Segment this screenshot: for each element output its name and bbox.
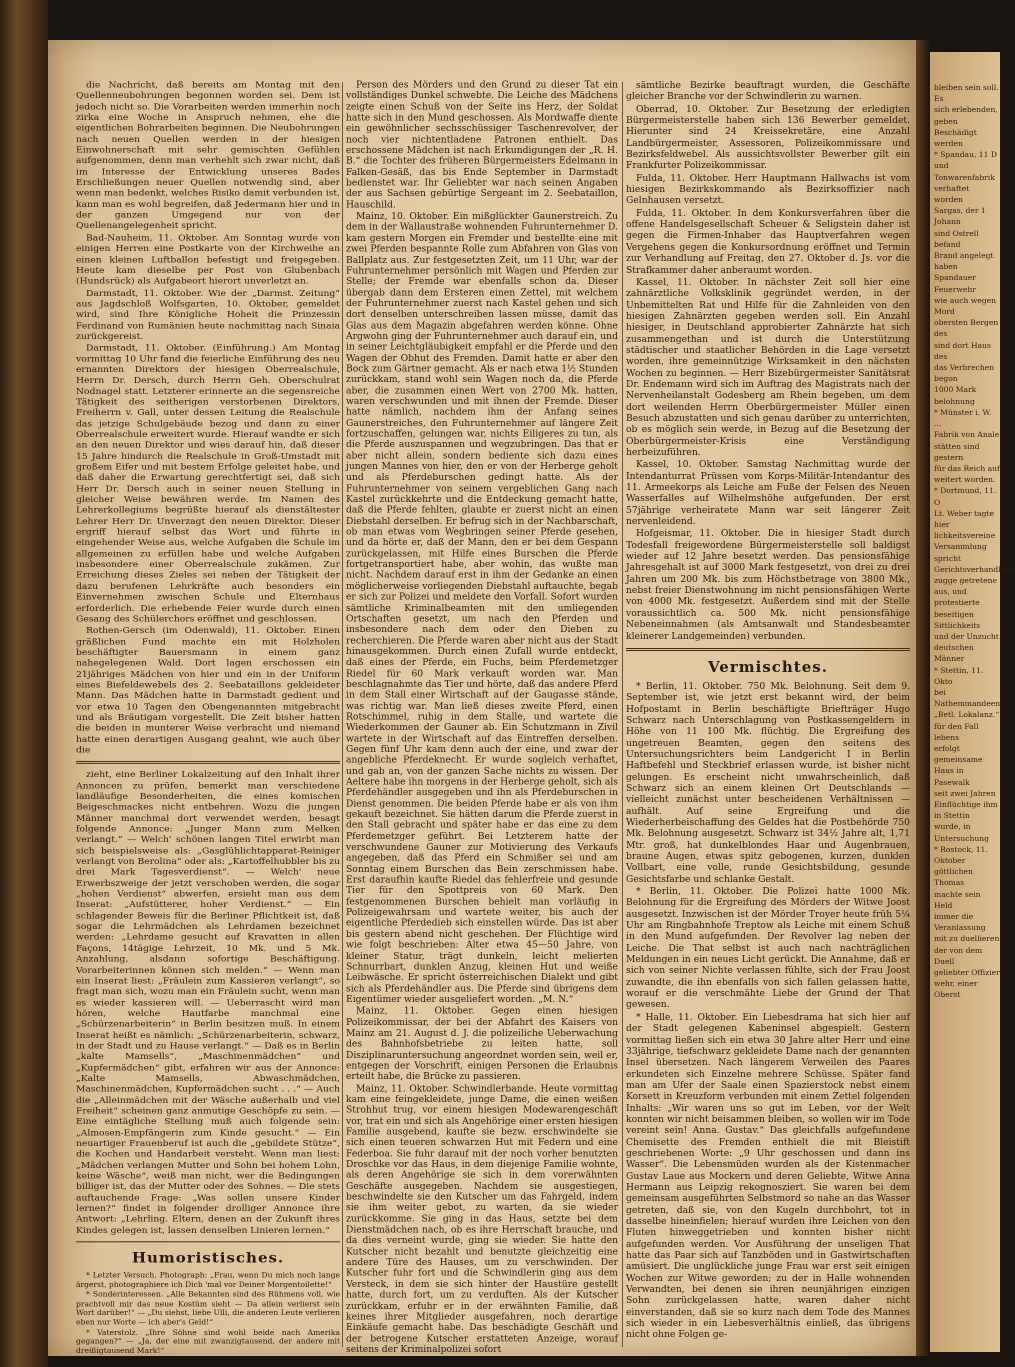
news-paragraph: Bad-Nauheim, 11. Oktober. Am Sonntag wurde von einigen Herren eine Postkarte von der Kirchweihe an einen kleinen Luftballon befestigt und freigegeben. Heute kam dieselbe per Post von Glubenbach (Hundsrück) als Aufgabeort hierort unverletzt an. — [76, 232, 340, 287]
news-paragraph: Darmstadt, 11. Oktober. (Einführung.) Am Montag vormittag 10 Uhr fand die feierliche Einführung des neu ernannten Direktors der hiesigen Oberrealschule, Herrn Dr. Dersch, durch Herrn Geh. Oberschulrat Nodnagel statt. Letzterer erinnerte an die segensreiche Tätigkeit des seitherigen verstorbenen Direktors, Freiherrn v. Gall, unter dessen Leitung die Realschule das jetzige Schulgebäude bezog und dann zu einer Oberrealschule erweitert wurde. Hierauf wandte er sich an den neuen Direktor und wies darauf hin, daß dieser 15 Jahre hindurch die Realschule in Groß-Umstadt mit großem Eifer und mit bestem Erfolge geleitet habe, und daß daher die Erwartung gerechtfertigt sei, daß sich Herr Dr. Dersch auch in seiner neuen Stellung in gleicher Weise bewähren werde. Im Namen des Lehrerkollegiums begrüßte hierauf als dienstältester Lehrer Herr Dr. Unverzagt den neuen Direktor. Dieser ergriff hierauf selbst das Wort und führte in eingehender Weise aus, welche Aufgaben die Schule im allgemeinen zu erfüllen habe und welche Aufgaben insbesondere einer Oberrealschule zukämen. Zur Erreichung dieses Zieles sei neben der Tätigkeit der dazu berufenen Lehrkräfte auch besonders ein Einvernehmen zwischen Schule und Elternhaus erforderlich. Die erhebende Feier wurde durch einen Gesang des Schülerchors eröffnet und geschlossen. — [76, 342, 340, 625]
column-left-feuilleton — [76, 770, 340, 1236]
column-right-body — [626, 80, 910, 1341]
column-middle-body — [346, 80, 618, 1355]
news-paragraph: Hofgeismar, 11. Oktober. Die in hiesiger Stadt durch Todesfall freigewordene Bürgermeisterstelle soll baldigst wieder auf 12 Jahre besetzt werden. Das pensionsfähige Jahresgehalt ist auf 3000 Mark festgesetzt, von drei zu drei Jahren um 200 Mk. bis zum Höchstbetrage von 3800 Mk., nebst freier Dienstwohnung im nicht pensionsfähigen Werte von 4000 Mk. festgesetzt. Außerdem sind mit der Stelle voraussichtlich ca. 500 Mk. nicht pensionsfähige Nebeneinnahmen (als Amtsanwalt und Standesbeamter kleinerer Landgemeinden) verbunden. — [626, 528, 910, 642]
column-rule — [342, 82, 343, 1347]
separator-rule — [626, 648, 910, 651]
misc-item: * Berlin, 11. Oktober. 750 Mk. Belohnung. Seit dem 9. September ist, wie jetzt erst bekannt wird, der beim Hofpostamt in Berlin beschäftigte Briefträger Hugo Schwarz nach Unterschlagung von Postkassengeldern in Höhe von 11 100 Mk. flüchtig. Die Ergreifung des ungetreuen Beamten, gegen den seitens des Untersuchungsrichters beim Landgericht I in Berlin Haftbefehl und Steckbrief erlassen wurde, ist bisher nicht gelungen. Es erscheint nicht unwahrscheinlich, daß Schwarz sich an einem kleinen Ort Deutschlands — vielleicht zunächst unter bescheidenen Verhältnissen — aufhält. Auf seine Ergreifung und die Wiederherbeischaffung des Geldes hat die Postbehörde 750 Mk. Belohnung ausgesetzt. Schwarz ist 34½ Jahre alt, 1,71 Mtr. groß, hat dunkelblondes Haar und Augenbrauen, braune Augen, etwas spitz gebogenen, kurzen, dunklen Vollbart, eine volle, runde Gesichtsbildung, gesunde Gesichtsfarbe und schlanke Gestalt. — [626, 680, 910, 885]
adjacent-page-text: bleiben sein soll. Es sich erlebenden, geben Beschädigt werden * Spandau, 11 D und Tonwarenfabrik verhaftet worden Sargas, der 1 Johann sind Ostrell befand Brand angelegt haben Spandauer Feuerwehr wie auch wegen Mord obersten Bergen des sind dort Haus des das Verbrechen begon 1000 Mark belohnung * Münster i. W. ... Fabrik von Anale stätten sind gestern für das Reich auf weitert worden. * Dortmund, 11. O Lt. Weber tagte hier lichkeitsvereine Versammlung spricht Gerichtsverhandlung zugge getretene aus, und protestierte beseitigen Sittlichkeits und der Unzucht deutschen Männer * Stettin, 11. Okto bei Nathemmandeen „Betl. Lokalanz.“ für den Fall lebens erfolgt gemeinsame Haus in Pasewalk seit zwei Jahren Einflüchtige ihm in Stettin wurde, in Untersuchung * Rostock, 11. Oktober göttlichen Thomas machte sein Held immer die Veranlassung mit zu duellieren der von dem Duell geliebter Offizier wehr, einer Oberst — [934, 83, 1015, 1000]
column-right — [626, 80, 910, 1355]
humor-item: * Vaterstolz. „Ihre Söhne sind wohl beide nach Amerika gegangen?“ — „Ja, der eine mit zwanzigtausend, der andere mit dreißigtausend Mark!“ — [76, 1327, 340, 1355]
column-middle — [346, 80, 618, 1355]
separator-rule — [76, 1241, 340, 1242]
column-right-news — [626, 80, 910, 642]
misc-items — [626, 681, 910, 1341]
news-paragraph: Mainz, 10. Oktober. Ein mißglückter Gaunerstreich. Zu dem in der Wallaustraße wohnenden Fuhrunternehmer D. kam gestern Morgen ein Fremder und bestellte eine mit zwei Pferden bespannte Rolle zum Abfahren von Glas von Ballplatz aus. Zur festgesetzten Zeit, um 11 Uhr, war der Fuhrunternehmer persönlich mit Wagen und Pferden zur Stelle; der Fremde war ebenfalls schon da. Dieser übergab dann dem Ersteren einen Zettel, mit welchem der Fuhrunternehmer zuerst nach Kastel gehen und sich dort denselben unterschreiben lassen müsse, damit das Glas aus dem Magazin abgefahren werden könne. Ohne Argwohn ging der Fuhrunternehmer auch darauf ein, und in seiner Leichtgläubigkeit empfahl er die Pferde und den Wagen der Obhut des Fremden. Damit hatte er aber den Bock zum Gärtner gemacht. Als er nach etwa 1½ Stunden zurückkam, stand wohl sein Wagen noch da, die Pferde aber, die zusammen einen Wert von 2700 Mk. hatten, waren verschwunden und mit ihnen der Fremde. Dieser hatte nämlich, nachdem ihm der Anfang seines Gaunerstreiches, den Fuhrunternehmer auf längere Zeit fortzuschaffen, gelungen war, nichts Eiligeres zu tun, als die Pferde auszuspannen und wegzubringen. Das that er aber nicht allein, sondern bediente sich dazu eines jungen Mannes von hier, den er von der Herberge geholt und als Pferdeburschen gedingt hatte. Als der Fuhrunternehmer von seinem vergeblichen Gang nach Kastel zurückkehrte und die Entdeckung gemacht hatte, daß die Pferde fehlten, glaubte er zuerst nicht an einen Diebstahl derselben. Er befrug sich in der Nachbarschaft, ob man etwas vom Wegbringen seiner Pferde gesehen, und da hörte er, daß der Mann, den er bei dem Gespann zurückgelassen, mit Hilfe eines Burschen die Pferde fortgetransportiert habe, aber wohin, das wußte man nicht. Nachdem darauf erst in ihm der Gedanke an einen möglicherweise vorliegenden Diebstahl auftauchte, begab er sich zur Polizei und meldete den Vorfall. Sofort wurden sämtliche Kriminalbeamten mit den umliegenden Ortschaften gesetzt, um nach den Pferden und insbesondere nach dem oder den Dieben zu recherchieren. Die Pferde waren aber nicht aus der Stadt hinausgekommen. Durch einen Zufall wurde entdeckt, daß eines der Pferde, ein Fuchs, beim Pferdemetzger Riedel für 60 Mark verkauft worden war. Man beschlagnahmte das Tier und hörte, daß das andere Pferd in dem Stall einer Wirtschaft auf der Gaugasse stände, was richtig war. Man ließ dieses zweite Pferd, einen Rotschimmel, ruhig in dem Stalle, und wartete die Wiederkommen der Gauner ab. Ein Schutzmann in Zivil wartete in der Wirtschaft auf das Eintreffen derselben. Gegen fünf Uhr kam denn auch der eine, und zwar der angebliche Pferdeknecht. Er wurde sogleich verhaftet, und gab an, von der ganzen Sache nichts zu wissen. Der Aeltere habe ihn morgens in der Herberge geholt, sich als Pferdehändler ausgegeben und ihn als Pferdeburschen in Dienst genommen. Die beiden Pferde habe er als von ihm gekauft bezeichnet. Sie hätten darum die Pferde zuerst in den Stall gebracht und später habe er das eine zu dem Pferdemetzger geführt. Bei Letzterem hatte der verschwundene Gauner zur Motivierung des Verkaufs angegeben, daß das Pferd ein Schmißer sei und am Sonntag einem Burschen das Bein zerschmissen habe. Erst daraufhin kaufte Riedel das fehlerfreie und gesunde Tier für den Spottpreis von 60 Mark. Den festgenommenen Burschen behielt man vorläufig in Polizeigewahrsam und wartete weiter, bis auch der eigentliche Pferdedieb sich einstellen würde. Das ist aber bis gestern abend nicht geschehen. Der Flüchtige wird wie folgt beschrieben: Alter etwa 45—50 Jahre, von kleiner Statur, trägt dunkeln, leicht melierten Schnurrbart, dunklen Anzug, kleinen Hut und weiße Leibwäsche. Er spricht österreichischen Dialekt und gibt sich als Pferdehändler aus. Die Pferde sind übrigens dem Eigentümer wieder ausgeliefert worden. „M. N.“ — [346, 211, 618, 1005]
news-paragraph: Fulda, 11. Oktober. In dem Konkursverfahren über die offene Handelsgesellschaft Scheuer & Seligstein daher ist gegen die Firmen-Inhaber das Hauptverfahren wegen Vergehens gegen die Konkursordnung eröffnet und Termin zur Verhandlung auf Freitag, den 27. Oktober d. Js. vor die Strafkammer daher anberaumt worden. — [626, 207, 910, 276]
news-paragraph: Kassel, 10. Oktober. Samstag Nachmittag wurde der Intendanturrat Prüssen vom Korps-Militär-Intendantur des 11. Armeekorps als Leiche am Fuße der Felsen des Neuen Wasserfalles auf Wilhelmshöhe aufgefunden. Der erst 57jährige verheiratete Mann war seit längerer Zeit nervenleidend. — [626, 459, 910, 528]
news-paragraph: Rothen-Gersch (im Odenwald), 11. Oktober. Einen gräßlichen Fund machte ein mit Holzholen beschäftigter Bauersmann in einem ganz nahegelegenen Wald. Dort lagen erschossen ein 21jähriges Mädchen von hier und ein in der Uniform eines Biefeldewebels des 2. Seebataillons gekleideter Mann. Das Mädchen hatte in Darmstadt gedient und vor etwa 10 Tagen den Obengenannten mitgebracht und als Bräutigam vorgestellt. Die Zeit bisher hatten die beiden in munterer Weise verbracht und niemand hatte einen derartigen Ausgang geahnt, wie auch über die — [76, 625, 340, 756]
misc-item: * Halle, 11. Oktober. Ein Liebesdrama hat sich hier auf der Stadt gelegenen Kabeninsel abgespielt. Gestern vormittag ließen sich ein etwa 30 Jahre alter Herr und eine 33jährige, tiefschwarz gekleidete Dame nach der genannten Insel übersetzen. Nach längerem Verweilen des Paares erkundeten sich Einzelne mehrere Schüsse. Später fand man am Ufer der Saale einen Spazierstock nebst einem Korsett in Kreuzform verbunden mit einem Zettel folgenden Inhalts: „Wir waren uns so gut im Leben, vor der Welt konnten wir nicht beisammen bleiben, so wollen wir im Tode vereint sein! Anna. Gustav.“ Das gleichfalls aufgefundene Chemisette des Fremden enthielt die mit Bleistift geschriebenen Worte: „9 Uhr geschossen und dann ins Wasser“. Die Lebensmüden wurden als der Kistenmacher Gustav Laue aus Mockern und deren Geliebte, Witwe Anna Hermann aus Leipzig rekognosziert. Sie waren bei dem gemeinsam ausgeführten Selbstmord so nahe an das Wasser getreten, daß sie, von den Kugeln durchbohrt, tot in dasselbe hineinfielen; hierauf wurden ihre Leichen von den Fluten hinweggetrieben und konnten bisher nicht aufgefunden werden. Vor Ausführung der unseligen That hatte das Paar sich auf Tanzböden und in Gastwirtschaften amüsiert. Die unglückliche junge Frau war erst seit einigen Wochen zur Witwe geworden; zu der in Halle wohnenden Verwandten, bei denen sie ihren neunjährigen einzigen Sohn zurückgelassen hatte, waren daher nicht einverstanden, daß sie so kurz nach dem Tode des Mannes sich wieder in ein Liebesverhältnis einließ, das übrigens nicht ohne Folgen ge- — [626, 1011, 910, 1341]
misc-item: * Berlin, 11. Oktober. Die Polizei hatte 1000 Mk. Belohnung für die Ergreifung des Mörders der Witwe Joost ausgesetzt. Inzwischen ist der Mörder Troyer heute früh 5¼ Uhr am Ringbahnhofe Treptow als Leiche mit einem Schuß in den Mund aufgefunden. Der Revolver lag neben der Leiche. Die That selbst ist auch nach nachträglichen Meldungen in ein neues Licht gerückt. Die Annahme, daß er sich von seiner Nichte verlassen fühlte, sich der Frau Joost zuwandte, die ihn ebenfalls von sich fallen gelassen hatte, worauf er die verschmähte Liebe der Grund der That gewesen. — [626, 886, 910, 1011]
news-paragraph: Person des Mörders und den Grund zu dieser Tat ein vollständiges Dunkel schwebte. Die Leiche des Mädchens zeigte einen Schuß von der Seite ins Herz, der Soldat hatte sich in den Mund geschossen. Als Mordwaffe diente ein gewöhnlicher sechsschüssiger Taschenrevolver, der noch vier nichtentladene Patronen enthielt. Das erschossene Mädchen ist nach Erkundigungen der „R. H. B.“ die Tochter des früheren Bürgermeisters Edelmann in Falken-Gesäß, das bis Ende September in Darmstadt bedienstet war. Ihr Geliebter war nach seinen Angaben der aus Sachsen gebürtige Sergeant im 2. Seebataillon, Hauschild. — [346, 80, 618, 211]
column-left-news — [76, 80, 340, 756]
news-paragraph: Fulda, 11. Oktober. Herr Hauptmann Hallwachs ist vom hiesigen Bezirkskommando als Bezirksoffizier nach Gelnhausen versetzt. — [626, 172, 910, 207]
news-paragraph: Oberrad, 10. Oktober. Zur Besetzung der erledigten Bürgermeisterstelle haben sich 136 Bewerber gemeldet. Hierunter sind 24 Kreissekretäre, eine Anzahl Landbürgermeister, Assessoren, Polizeikommissare und Bezirksfeldwebel. Als aussichtsvollster Bewerber gilt ein Frankfurter Polizeikommissar. — [626, 103, 910, 172]
humor-items — [76, 1271, 340, 1355]
separator-rule — [76, 761, 340, 764]
news-paragraph: Kassel, 11. Oktober. In nächster Zeit soll hier eine zahnärztliche Volksklinik gegründet werden, in der Unbemittelten Rat und Hilfe für die Zahnleiden von den hiesigen Zahnärzten gegeben werden soll. Ein Anzahl hiesiger, in Deutschland approbierter Zahnärzte hat sich zusammengethan und ist durch die Unterstützung städtischer und staatlicher Behörden in die Lage versetzt worden, ihre gemeinnützige Wirksamkeit in den nächsten Wochen zu beginnen. — Herr Bizebürgermeister Sanitätsrat Dr. Endemann wird sich im Auftrag des Magistrats nach der Nervenheilanstalt Godesberg am Rhein begeben, um dem dort weilenden Herrn Oberbürgermeister Müller einen Besuch abzustatten und sich genau darüber zu unterrichten, ob es möglich sein werde, in Bezug auf die Besetzung der Oberbürgermeister-Krisis eine Verständigung herbeizuführen. — [626, 276, 910, 458]
column-middle-news — [346, 80, 618, 1355]
humor-item: * Letzter Versuch. Photograph: „Frau, wenn Du mich noch lange ärgerst, photographiere ich Dich 'mal vor Deiner Morgentoilette!“ — [76, 1271, 340, 1289]
misc-section-heading: Vermischtes. — [708, 657, 828, 676]
column-left-body — [76, 80, 340, 1355]
column-left — [76, 80, 340, 1355]
news-paragraph: Mainz, 11. Oktober. Gegen einen hiesigen Polizeikommissar, der bei der Abfahrt des Kaisers von Mainz am 21. August d. J. die polizeiliche Ueberwachung des Bahnhofsbetriebe zu leiten hatte, soll Disziplinaruntersuchung angeordnet worden sein, weil er, entgegen der Vorschrift, einigen Personen die Erlaubnis erteilt habe, die Brücke zu passieren. — [346, 1006, 618, 1083]
news-paragraph: die Nachricht, daß bereits am Montag mit den Quellenneubohrungen begonnen worden sei. Dem ist jedoch nicht so. Die Vorarbeiten werden immerhin noch zirka eine Woche in Anspruch nehmen, ehe die eigentlichen Bohrarbeiten beginnen. Die Neubohrungen nach neuen Quellen werden in der hiesigen Einwohnerschaft mit sehr gemischten Gefühlen aufgenommen, denn man verhehlt sich zwar nicht, daß im Interesse der Entwicklung unseres Bades Erschließungen neuer Quellen notwendig sind, aber wenn man bedenkt, welches Risiko damit verbunden ist, kann man es wohl begreifen, daß Jedermann hier und in der ganzen Umgegend nur von der Quellenangelegenheit spricht. — [76, 80, 340, 232]
news-paragraph: Mainz, 11. Oktober. Schwindlerbande. Heute vormittag kam eine feingekleidete, junge Dame, die einen weißen Strohhut trug, vor einem hiesigen Modewarengeschäft vor, trat ein und sich als Angehörige einer ersten hiesigen Familie ausgebend, kaufte sie bezw. erschwindelte sie sich einen teueren schwarzen Hut mit Federn und eine Federboa. Sie fuhr darauf mit der noch vorher benutzten Droschke vor das Haus, in dem diejenige Familie wohnte, als deren Angehörige sie sich in dem vorerwähnten Geschäfte ausgegeben. Nachdem sie ausgestiegen, beschwindelte sie den Kutscher um das Fahrgeld, indem sie ihm weiter gebot, zu warten, da sie wieder zurückkomme. Sie ging in das Haus, setzte bei dem Dienstmädchen nach, ob es ihre Herrschaft brauche, und da dies verneint wurde, ging sie wieder. Sie hatte den Kutscher nicht bezahlt und benutzte gleichzeitig eine andere Türe des Hauses, um zu verschwinden. Der Kutscher fuhr fort und die Schwindlerin ging aus dem Versteck, in dem sie sich hinter der Haustüre gestellt hatte, durch fort, um zu verduften. Als der Kutscher zurückkam, erfuhr er in der erwähnten Familie, daß keines ihrer Mitglieder ausgefahren, noch derartige Einkäufe gemacht habe. Das beschädigte Geschäft und der betrogene Kutscher erstatteten Anzeige, worauf seitens der Kriminalpolizei sofort — [346, 1083, 618, 1355]
column-rule — [622, 82, 623, 1347]
news-paragraph: sämtliche Bezirke beauftragt wurden, die Geschäfte gleicher Branche vor der Schwindlerin zu warnen. — [626, 80, 910, 103]
feuilleton-paragraph: zieht, eine Berliner Lokalzeitung auf den Inhalt ihrer Annoncen zu prüfen, bemerkt man verschiedene landläufige Besonderheiten, die eines komischen Beigeschmackes nicht entbehren. Wozu die jungen Männer manchmal dort verwendet werden, besagt folgende Annonce: „Junger Mann zum Melken verlangt.“ — Welch' schönen langen Titel erwirbt man sich beispielsweise als: „Gasglühlichtapparat-Reiniger verlangt von Berolina“ oder als: „Kartoffelhubbler bis zu drei Mark Tagesverdienst“. — Welch' neue Erwerbszweige der jetzt verschoben werden, die sogar „hohen Verdienst“ abwerfen, ersieht man aus dem Inserat: „Aufstütterer, hoher Verdienst.“ — Ein schlagender Beweis für die Berliner Pflichtkeit ist, daß sogar die Lehrmädchen als Lehrdamen bezeichnet werden: „Lehrdame gesucht auf Kravatten in allen Façons, 14tägige Lehrzeit, 10 Mk. und 5 Mk. Anzahlung, alsdann sofortige Beschäftigung. Vorarbeiterinnen können sich melden.“ — Wenn man ein Inserat liest: „Fräulein zum Kassieren verlangt“, so fragt man sich, wozu man ein Fräulein sucht, wenn man es wieder kassieren will. — Ueberrascht wird man hören, welche Hautfarbe manchmal eine „Schürzenarbeiterin“ in Berlin besitzen muß. In einem Inserat heißt es nämlich: „Schürzenarbeiterin, schwarz, in der Stadt und zu Hause verlangt.“ — Daß es in Berlin „kalte Mamsells“, „Maschinenmädchen“ und „Kupfermädchen“ gibt, erfahren wir aus der Annonce: „Kalte Mamsells, Abwaschmädchen, Maschinenmädchen, Kupfermädchen sucht . . .“ — Auch die „Alleinmädchen mit der Wäsche außerhalb und viel Freiheit“ scheinen ganz anmutige Geschöpfe zu sein. — Eine eintägliche Stellung muß auch folgende sein: „Almosen-Empfängerin zum Kinde gesucht.“ — Ein neuartiger Frauenberuf ist auch die „gebildete Stütze“, die Kochen und Handarbeit versteht. Wenn man liest: „Mädchen verlangen Mutter und Sohn bei hohem Lohn, keine Wäsche“, weiß man nicht, wer die Bedingungen billiger ist, das der Mutter oder des Sohnes. — Die stets auftauchende Frage: „Was sollen unsere Kinder lernen?“ findet in folgender drolliger Annonce ihre Antwort: „Lehrling. Eltern, denen an der Zukunft ihres Kindes gelegen ist, lassen denselben Linieren lernen.“ — [76, 769, 340, 1236]
humor-section-heading: Humoristisches. — [131, 1249, 285, 1267]
book-binding — [0, 0, 48, 1367]
humor-item: * Sonderinteressen. „Alle Bekannten sind des Rühmens voll, wie prachtvoll mir das neue Kostüm sieht — Da allein verlierst sein Wort darüber!“ — „Du siehst, liebe Ulli, die anderen Leute verlieren eben nur Worte — ich aber's Geld!“ — [76, 1290, 340, 1327]
book-gutter — [916, 40, 930, 1356]
news-paragraph: Darmstadt, 11. Oktober. Wie der „Darmst. Zeitung“ aus Jagdschloß Wolfsgarten, 10. Oktober, gemeldet wird, sind Ihre Königliche Hoheit die Prinzessin Ferdinand von Rumänien heute nachmittag nach Sinaia zurückgereist. — [76, 287, 340, 342]
adjacent-page-edge — [930, 52, 1015, 1352]
